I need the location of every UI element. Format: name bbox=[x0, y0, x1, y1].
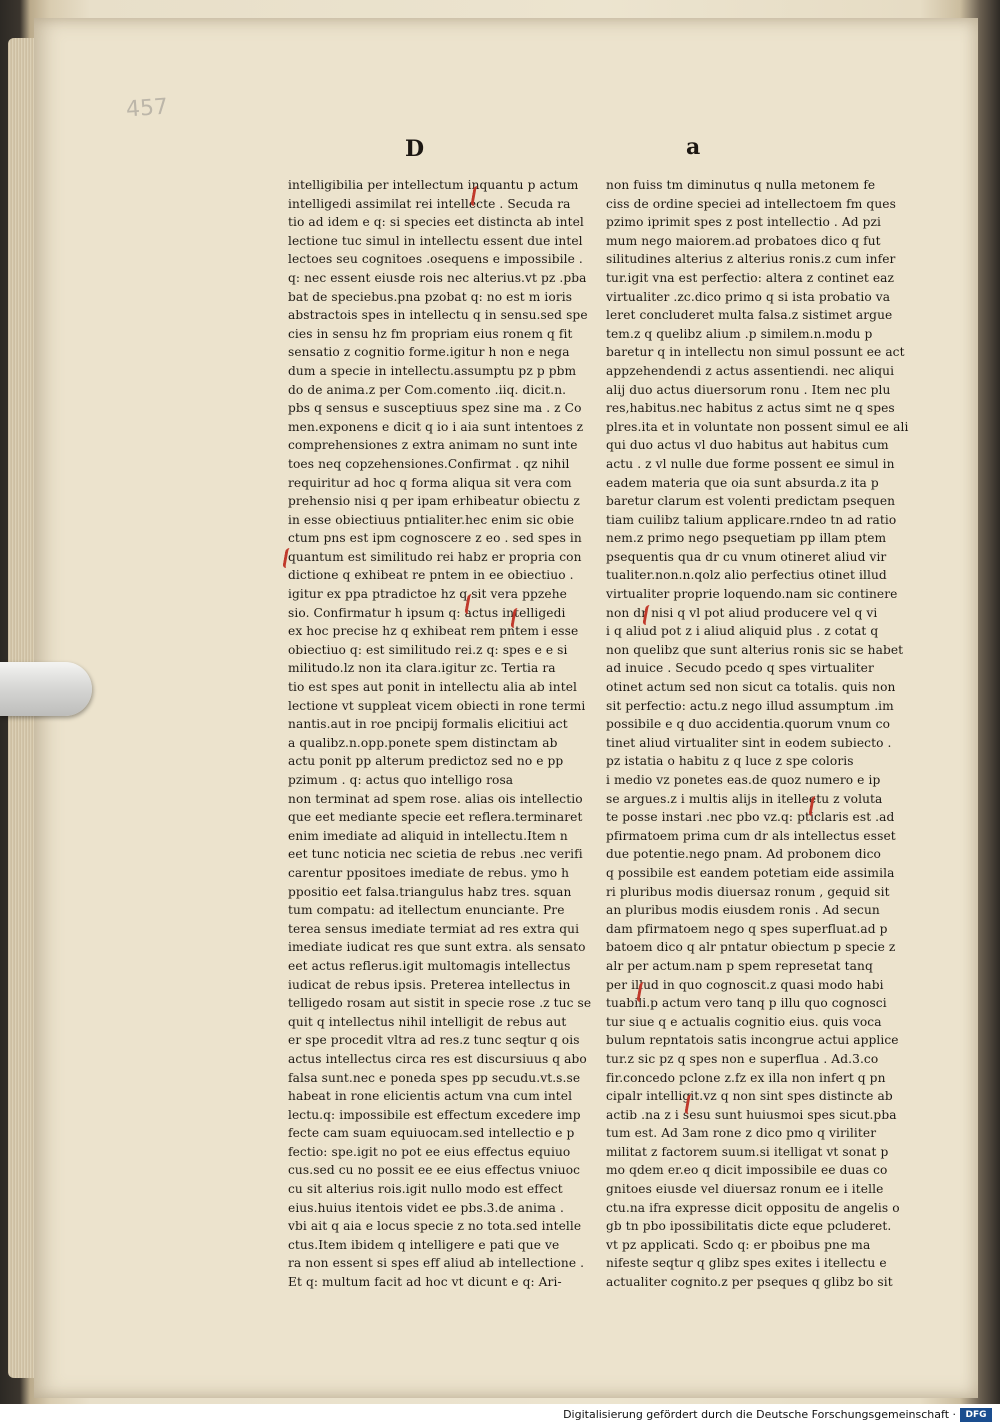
text-line: sensatio z cognitio forme.igitur h non e nega bbox=[288, 345, 570, 360]
text-line: per illud in quo cognoscit.z quasi modo habi bbox=[606, 977, 884, 992]
text-line: eadem materia que oia sunt absurda.z ita p bbox=[606, 475, 879, 490]
text-line: pzimum . q: actus quo intelligo rosa bbox=[288, 773, 514, 787]
text-line: terea sensus imediate termiat ad res extra qui bbox=[288, 921, 580, 936]
text-line: lectione tuc simul in intellectu essent due intel bbox=[288, 233, 583, 248]
text-line: eet tunc noticia nec scietia de rebus .nec verifi bbox=[288, 847, 583, 862]
text-line: res,habitus.nec habitus z actus simt ne q spes bbox=[606, 401, 895, 416]
text-column-right bbox=[606, 176, 924, 1292]
pencil-page-number: 457 bbox=[125, 94, 169, 123]
text-line: virtualiter .zc.dico primo q si ista probatio va bbox=[606, 289, 891, 304]
text-line: Et q: multum facit ad hoc vt dicunt e q: Ari- bbox=[288, 1275, 562, 1290]
text-line: an pluribus modis eiusdem ronis . Ad secun bbox=[606, 903, 880, 918]
text-line: do de anima.z per Com.comento .iiq. dicit.n. bbox=[288, 382, 567, 397]
text-line: tum est. Ad 3am rone z dico pmo q viriliter bbox=[606, 1126, 877, 1141]
text-line: leret concluderet multa falsa.z sistimet argue bbox=[606, 308, 893, 323]
text-line: possibile e q duo accidentia.quorum vnum co bbox=[606, 717, 891, 732]
text-line: a qualibz.n.opp.ponete spem distinctam ab bbox=[288, 735, 558, 750]
text-line: igitur ex ppa ptradictoe hz q sit vera ppzehe bbox=[288, 587, 567, 602]
text-line: alij duo actus diuersorum ronu . Item nec plu bbox=[606, 382, 891, 397]
text-line: eius.huius itentois videt ee pbs.3.de anima . bbox=[288, 1200, 564, 1215]
text-line: tum compatu: ad itellectum enunciante. Pre bbox=[288, 903, 565, 918]
signature-marker-left: D bbox=[405, 136, 425, 162]
text-line: tur.z sic pz q spes non e superflua . Ad.3.co bbox=[606, 1051, 879, 1066]
text-line: er spe procedit vltra ad res.z tunc seqtur q ois bbox=[288, 1033, 580, 1048]
text-line: nantis.aut in roe pncipij formalis elicitiui act bbox=[288, 717, 568, 732]
text-line: otinet actum sed non sicut ca totalis. quis non bbox=[606, 680, 896, 695]
text-line: tio est spes aut ponit in intellectu alia ab intel bbox=[288, 680, 578, 695]
text-line: pbs q sensus e susceptiuus spez sine ma . z Co bbox=[288, 401, 582, 416]
text-line: fectio: spe.igit no pot ee eius effectus equiuo bbox=[288, 1144, 571, 1159]
text-line: silitudines alterius z alterius ronis.z cum infer bbox=[606, 252, 896, 267]
text-line: gb tn pbo ipossibilitatis dicte eque pcluderet. bbox=[606, 1219, 892, 1234]
text-line: tio ad idem e q: si species eet distincta ab intel bbox=[288, 215, 584, 230]
text-line: batoem dico q alr pntatur obiectum p specie z bbox=[606, 940, 896, 955]
text-line: tiam cuilibz talium applicare.rndeo tn ad ratio bbox=[606, 512, 897, 527]
footer-bar bbox=[0, 1404, 1000, 1427]
text-line: que eet mediante specie eet reflera.terminaret bbox=[288, 810, 583, 825]
text-line: lectione vt suppleat vicem obiecti in rone termi bbox=[288, 698, 586, 713]
text-line: obiectiuo q: est similitudo rei.z q: spes e e si bbox=[288, 642, 568, 657]
text-line: militat z factorem suum.si itelligat vt sonat p bbox=[606, 1144, 889, 1159]
text-column-left bbox=[288, 176, 606, 1292]
text-line: actus intellectus circa res est discursiuus q abo bbox=[288, 1051, 587, 1066]
text-line: requiritur ad hoc q forma aliqua sit vera com bbox=[288, 475, 572, 490]
text-line: mum nego maiorem.ad probatoes dico q fut bbox=[606, 233, 881, 248]
text-line: fir.concedo pclone z.fz ex illa non infert q pn bbox=[606, 1070, 886, 1085]
text-line: ri pluribus modis diuersaz ronum , gequid sit bbox=[606, 884, 890, 899]
text-line: falsa sunt.nec e poneda spes pp secudu.vt.s.se bbox=[288, 1070, 581, 1085]
text-line: ex hoc precise hz q exhibeat rem pntem i esse bbox=[288, 624, 579, 639]
text-line: enim imediate ad aliquid in intellectu.Item n bbox=[288, 828, 568, 843]
text-line: tur.igit vna est perfectio: altera z continet eaz bbox=[606, 270, 895, 285]
text-line: in esse obiectiuus pntialiter.hec enim sic obie bbox=[288, 512, 575, 527]
text-line: cu sit alterius rois.igit nullo modo est effect bbox=[288, 1182, 563, 1197]
signature-marker-right: a bbox=[686, 134, 701, 160]
text-line: ctus.Item ibidem q intelligere e pati que ve bbox=[288, 1237, 560, 1252]
text-line: nifeste seqtur q glibz spes exites i itellectu e bbox=[606, 1256, 887, 1271]
text-line: telligedo rosam aut sistit in specie rose .z tuc se bbox=[288, 996, 592, 1011]
text-line: non dr nisi q vl pot aliud producere vel q vi bbox=[606, 605, 878, 620]
text-line: due potentie.nego pnam. Ad probonem dico bbox=[606, 847, 881, 862]
text-line: bat de speciebus.pna pzobat q: no est m ioris bbox=[288, 289, 573, 304]
text-line: tem.z q quelibz alium .p similem.n.modu p bbox=[606, 326, 873, 341]
text-line: bulum repntatois satis incongrue actui applice bbox=[606, 1033, 899, 1048]
text-line: ciss de ordine speciei ad intellectoem fm ques bbox=[606, 196, 896, 211]
text-line: psequentis qua dr cu vnum otineret aliud vir bbox=[606, 549, 887, 564]
text-line: tualiter.non.n.qolz alio perfectius otinet illud bbox=[606, 568, 887, 583]
text-line: cies in sensu hz fm propriam eius ronem q fit bbox=[288, 326, 573, 341]
text-line: mo qdem er.eo q dicit impossibile ee duas co bbox=[606, 1163, 888, 1178]
text-line: lectoes seu cognitoes .osequens e impossibile . bbox=[288, 252, 583, 267]
text-line: tuabili.p actum vero tanq p illu quo cognosci bbox=[606, 996, 887, 1011]
text-line: baretur clarum est volenti predictam psequen bbox=[606, 494, 896, 509]
footer-credit: Digitalisierung gefördert durch die Deutsche Forschungsgemeinschaft · bbox=[563, 1408, 956, 1421]
text-line: habeat in rone elicientis actum vna cum intel bbox=[288, 1089, 573, 1104]
text-line: pz istatia o habitu z q luce z spe coloris bbox=[606, 754, 854, 769]
text-line: appzehendendi z actus assentiendi. nec aliqui bbox=[606, 363, 895, 378]
dfg-logo: DFG bbox=[960, 1408, 992, 1422]
text-line: intelligibilia per intellectum inquantu p actum bbox=[288, 178, 579, 192]
text-line: gnitoes eiusde vel diuersaz ronum ee i itelle bbox=[606, 1182, 884, 1197]
text-line: se argues.z i multis alijs in itelleetu z voluta bbox=[606, 791, 883, 806]
text-line: actu ponit pp alterum predictoz sed no e pp bbox=[288, 754, 564, 769]
text-line: dam pfirmatoem nego q spes superfluat.ad p bbox=[606, 921, 888, 936]
text-line: cipalr intelligit.vz q non sint spes distincte ab bbox=[606, 1089, 893, 1104]
text-line: nem.z primo nego psequetiam pp illam ptem bbox=[606, 531, 887, 546]
text-line: abstractois spes in intellectu q in sensu.sed spe bbox=[288, 308, 588, 323]
text-line: quantum est similitudo rei habz er propria con bbox=[288, 549, 582, 564]
text-line: ctum pns est ipm cognoscere z eo . sed spes in bbox=[288, 531, 582, 546]
text-line: ad inuice . Secudo pcedo q spes virtualiter bbox=[606, 661, 874, 676]
text-line: militudo.lz non ita clara.igitur zc. Tertia ra bbox=[288, 661, 556, 676]
text-line: prehensio nisi q per ipam erhibeatur obiectu z bbox=[288, 494, 580, 509]
text-line: virtualiter proprie loquendo.nam sic continere bbox=[606, 587, 898, 602]
text-line: dum a specie in intellectu.assumptu pz p pbm bbox=[288, 363, 577, 378]
text-line: i medio vz ponetes eas.de quoz numero e ip bbox=[606, 773, 881, 787]
text-line: men.exponens e dicit q io i aia sunt intentoes z bbox=[288, 419, 584, 434]
text-line: ppositio eet falsa.triangulus habz tres. squan bbox=[288, 884, 572, 899]
text-line: eet actus reflerus.igit multomagis intellectus bbox=[288, 958, 571, 973]
text-line: intelligedi assimilat rei intellecte . Secuda ra bbox=[288, 196, 571, 211]
text-line: vbi ait q aia e locus specie z no tota.sed intelle bbox=[288, 1219, 582, 1234]
text-line: actualiter cognito.z per pseques q glibz bo sit bbox=[606, 1275, 893, 1290]
text-line: iudicat de rebus ipsis. Preterea intellectus in bbox=[288, 977, 571, 992]
text-line: vt pz applicati. Scdo q: er pboibus pne ma bbox=[606, 1237, 871, 1252]
text-line: non terminat ad spem rose. alias ois intellectio bbox=[288, 791, 583, 806]
text-line: baretur q in intellectu non simul possunt ee act bbox=[606, 345, 905, 360]
text-line: pzimo iprimit spes z post intellectio . Ad pzi bbox=[606, 215, 882, 230]
text-line: fecte cam suam equiuocam.sed intellectio e p bbox=[288, 1126, 575, 1141]
text-line: plres.ita et in voluntate non possent simul ee ali bbox=[606, 419, 909, 434]
text-line: i q aliud pot z i aliud aliquid plus . z cotat q bbox=[606, 624, 879, 639]
text-line: toes neq copzehensiones.Confirmat . qz nihil bbox=[288, 456, 570, 471]
text-line: dictione q exhibeat re pntem in ee obiectiuo . bbox=[288, 568, 574, 583]
text-line: carentur ppositoes imediate de rebus. ymo h bbox=[288, 865, 570, 880]
text-line: non fuiss tm diminutus q nulla metonem fe bbox=[606, 178, 876, 192]
text-line: q: nec essent eiusde rois nec alterius.vt pz .pba bbox=[288, 270, 587, 285]
text-line: ra non essent si spes eff aliud ab intellectione . bbox=[288, 1256, 585, 1271]
text-line: sit perfectio: actu.z nego illud assumptum .im bbox=[606, 698, 894, 713]
text-line: tinet aliud virtualiter sint in eodem subiecto . bbox=[606, 735, 892, 750]
text-line: qui duo actus vl duo habitus aut habitus cum bbox=[606, 438, 889, 453]
text-line: tur siue q e actualis cognitio eius. quis voca bbox=[606, 1014, 882, 1029]
text-line: non quelibz que sunt alterius ronis sic se habet bbox=[606, 642, 904, 657]
page-clip bbox=[0, 662, 92, 716]
text-line: q possibile est eandem potetiam eide assimila bbox=[606, 865, 895, 880]
text-line: comprehensiones z extra animam no sunt inte bbox=[288, 438, 578, 453]
book-page bbox=[34, 18, 978, 1398]
text-line: ctu.na ifra expresse dicit oppositu de angelis o bbox=[606, 1200, 900, 1215]
text-line: sio. Confirmatur h ipsum q: actus intelligedi bbox=[288, 605, 566, 620]
text-line: quit q intellectus nihil intelligit de rebus aut bbox=[288, 1014, 567, 1029]
text-line: pfirmatoem prima cum dr als intellectus esset bbox=[606, 828, 896, 843]
text-line: cus.sed cu no possit ee ee eius effectus vniuoc bbox=[288, 1163, 581, 1178]
text-line: te posse instari .nec pbo vz.q: pticlaris est .ad bbox=[606, 810, 895, 825]
text-line: actu . z vl nulle due forme possent ee simul in bbox=[606, 456, 895, 471]
text-line: imediate iudicat res que sunt extra. als sensato bbox=[288, 940, 586, 955]
text-line: alr per actum.nam p spem represetat tanq bbox=[606, 958, 873, 973]
text-line: actib .na z i sesu sunt huiusmoi spes sicut.pba bbox=[606, 1107, 897, 1122]
text-line: lectu.q: impossibile est effectum excedere imp bbox=[288, 1107, 581, 1122]
